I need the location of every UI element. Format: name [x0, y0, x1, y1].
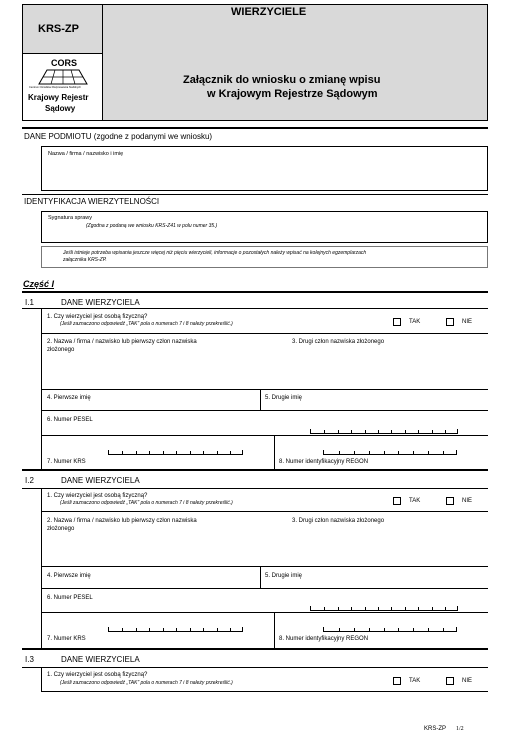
section-i2-number: I.2: [25, 476, 34, 485]
row-line: [22, 488, 488, 489]
krs-digit-boxes[interactable]: [108, 450, 243, 455]
field-7-label: 7. Numer KRS: [47, 459, 86, 465]
section-divider: [22, 127, 488, 129]
row-line: [41, 333, 488, 334]
row-line: [41, 389, 488, 390]
q1-label: 1. Czy wierzyciel jest osobą fizyczną?: [47, 672, 148, 678]
cell-divider: [274, 612, 275, 648]
field-3-label: 3. Drugi człon nazwiska złożonego: [292, 339, 385, 345]
section-i1-title: DANE WIERZYCIELA: [61, 298, 140, 307]
q1-label: 1. Czy wierzyciel jest osobą fizyczną?: [47, 493, 148, 499]
nie-label: NIE: [462, 678, 473, 684]
registry-name-line1: Krajowy Rejestr: [28, 93, 89, 102]
divider: [22, 194, 488, 195]
field-4-label: 4. Pierwsze imię: [47, 573, 91, 579]
case-signature-field[interactable]: [41, 211, 488, 243]
info-note-line2: załącznika KRS-ZP.: [63, 257, 107, 263]
regon-digit-boxes[interactable]: [323, 627, 457, 632]
tak-checkbox[interactable]: [393, 677, 401, 685]
row-line: [41, 410, 488, 411]
row-line: [41, 612, 488, 613]
nie-checkbox[interactable]: [446, 677, 454, 685]
section-divider: [22, 291, 488, 293]
pesel-digit-boxes[interactable]: [310, 429, 458, 434]
pesel-digit-boxes[interactable]: [310, 606, 458, 611]
dane-podmiotu-heading: DANE PODMIOTU (zgodne z podanymi we wniosku): [24, 132, 213, 141]
part-title: Część I: [23, 279, 55, 289]
field-8-label: 8. Numer identyfikacyjny REGON: [279, 459, 369, 465]
field-5-label: 5. Drugie imię: [265, 573, 303, 579]
nie-checkbox[interactable]: [446, 318, 454, 326]
q1-hint: (Jeśli zaznaczono odpowiedź „TAK” pola o numerach 7 i 8 należy przekreślić.): [60, 680, 233, 686]
identyfikacja-heading: IDENTYFIKACJA WIERZYTELNOŚCI: [24, 197, 160, 206]
section-i2-title: DANE WIERZYCIELA: [61, 476, 140, 485]
tak-label: TAK: [409, 498, 421, 504]
entity-name-label: Nazwa / firma / nazwisko i imię: [48, 151, 124, 157]
field-7-label: 7. Numer KRS: [47, 636, 86, 642]
field-6-label: 6. Numer PESEL: [47, 595, 93, 601]
title-cell: [102, 4, 488, 121]
row-line: [41, 588, 488, 589]
field-8-label: 8. Numer identyfikacyjny REGON: [279, 636, 369, 642]
row-line: [41, 511, 488, 512]
case-signature-label: Sygnatura sprawy: [48, 215, 93, 221]
field-2-label-cont: złożonego: [47, 347, 75, 353]
field-2-label-cont: złożonego: [47, 526, 75, 532]
logo-text: CORS: [51, 58, 78, 68]
krs-digit-boxes[interactable]: [108, 627, 243, 632]
footer-form-code: KRS-ZP: [424, 726, 447, 732]
page-subtitle-line1: Załącznik do wniosku o zmianę wpisu: [183, 74, 381, 86]
row-line: [41, 435, 488, 436]
section-i2-left-border: [41, 488, 42, 648]
field-6-label: 6. Numer PESEL: [47, 417, 93, 423]
regon-digit-boxes[interactable]: [323, 450, 457, 455]
section-divider: [22, 648, 488, 650]
footer-page-number: 1/2: [456, 726, 464, 732]
row-line: [22, 308, 488, 309]
info-note-line1: Jeśli istnieje potrzeba wpisania jeszcze więcej niż pięciu wierzycieli, informacje o pozostałych należy wpisać na kolejnych egzemplarzach: [63, 250, 367, 256]
tak-checkbox[interactable]: [393, 318, 401, 326]
nie-label: NIE: [462, 498, 473, 504]
logo-caption: Centrum Ośrodków Rozpisowania Stabilnych: [29, 86, 81, 89]
page-subtitle-line2: w Krajowym Rejestrze Sądowym: [207, 88, 378, 100]
logo-cell: [22, 53, 103, 121]
section-i3-left-border: [41, 667, 42, 691]
tak-label: TAK: [409, 319, 421, 325]
row-line: [41, 691, 488, 692]
entity-name-field[interactable]: [41, 146, 488, 191]
nie-label: NIE: [462, 319, 473, 325]
registry-name-line2: Sądowy: [45, 104, 76, 113]
cell-divider: [274, 435, 275, 469]
form-code-cell: [22, 4, 103, 54]
cell-divider: [260, 566, 261, 588]
row-line: [41, 566, 488, 567]
page-title: WIERZYCIELE: [231, 6, 307, 18]
info-note: [41, 246, 488, 268]
section-i1-number: I.1: [25, 298, 34, 307]
field-5-label: 5. Drugie imię: [265, 395, 303, 401]
section-i3-number: I.3: [25, 655, 34, 664]
field-2-label: 2. Nazwa / firma / nazwisko lub pierwszy człon nazwiska: [47, 518, 197, 524]
form-code: KRS-ZP: [38, 23, 79, 35]
field-3-label: 3. Drugi człon nazwiska złożonego: [292, 518, 385, 524]
section-i3-title: DANE WIERZYCIELA: [61, 655, 140, 664]
q1-label: 1. Czy wierzyciel jest osobą fizyczną?: [47, 314, 148, 320]
logo-grid-icon: [35, 69, 91, 85]
q1-hint: (Jeśli zaznaczono odpowiedź „TAK” pola o numerach 7 i 8 należy przekreślić.): [60, 500, 233, 506]
tak-label: TAK: [409, 678, 421, 684]
q1-hint: (Jeśli zaznaczono odpowiedź „TAK” pola o numerach 7 i 8 należy przekreślić.): [60, 321, 233, 327]
nie-checkbox[interactable]: [446, 497, 454, 505]
row-line: [22, 667, 488, 668]
field-4-label: 4. Pierwsze imię: [47, 395, 91, 401]
cell-divider: [260, 389, 261, 410]
case-signature-hint: (Zgodna z podaną we wniosku KRS-Z41 w polu numer 35.): [86, 223, 218, 229]
field-2-label: 2. Nazwa / firma / nazwisko lub pierwszy człon nazwiska: [47, 339, 197, 345]
tak-checkbox[interactable]: [393, 497, 401, 505]
